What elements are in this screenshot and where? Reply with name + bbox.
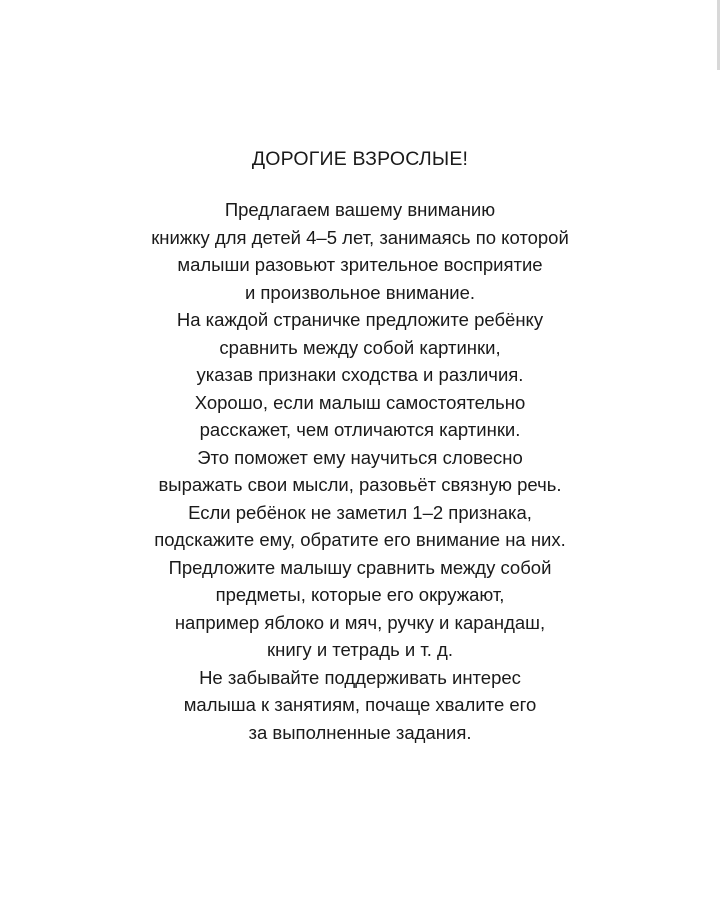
text-line: предметы, которые его окружают, <box>215 584 505 605</box>
text-line: за выполненные задания. <box>248 721 472 743</box>
text-line: указав признаки сходства и различия. <box>196 364 524 385</box>
text-line: малыши разовьют зрительное восприятие <box>177 254 543 275</box>
text-line: Если ребёнок не заметил 1–2 признака, <box>188 501 532 523</box>
text-line: книгу и тетрадь и т. д. <box>267 639 453 660</box>
text-line: Это поможет ему научиться словесно <box>197 446 523 468</box>
text-line: выражать свои мысли, разовьёт связную речь. <box>158 474 562 495</box>
text-line: Предложите малышу сравнить между собой <box>168 556 552 578</box>
text-line: малыша к занятиям, почаще хвалите его <box>183 694 537 715</box>
text-line: книжку для детей 4–5 лет, занимаясь по которой <box>151 226 569 248</box>
page-title: ДОРОГИЕ ВЗРОСЛЫЕ! <box>251 148 469 170</box>
text-line: подскажите ему, обратите его внимание на них. <box>154 529 566 550</box>
text-line: Хорошо, если малыш самостоятельно <box>194 391 526 413</box>
text-line: На каждой страничке предложите ребёнку <box>176 309 544 330</box>
text-line: Не забывайте поддерживать интерес <box>199 666 521 688</box>
text-line: сравнить между собой картинки, <box>219 336 501 358</box>
text-line: Предлагаем вашему вниманию <box>224 199 496 220</box>
text-line: например яблоко и мяч, ручку и карандаш, <box>174 611 546 633</box>
body-text <box>0 196 720 746</box>
text-line: расскажет, чем отличаются картинки. <box>199 419 521 440</box>
text-line: и произвольное внимание. <box>244 281 476 303</box>
